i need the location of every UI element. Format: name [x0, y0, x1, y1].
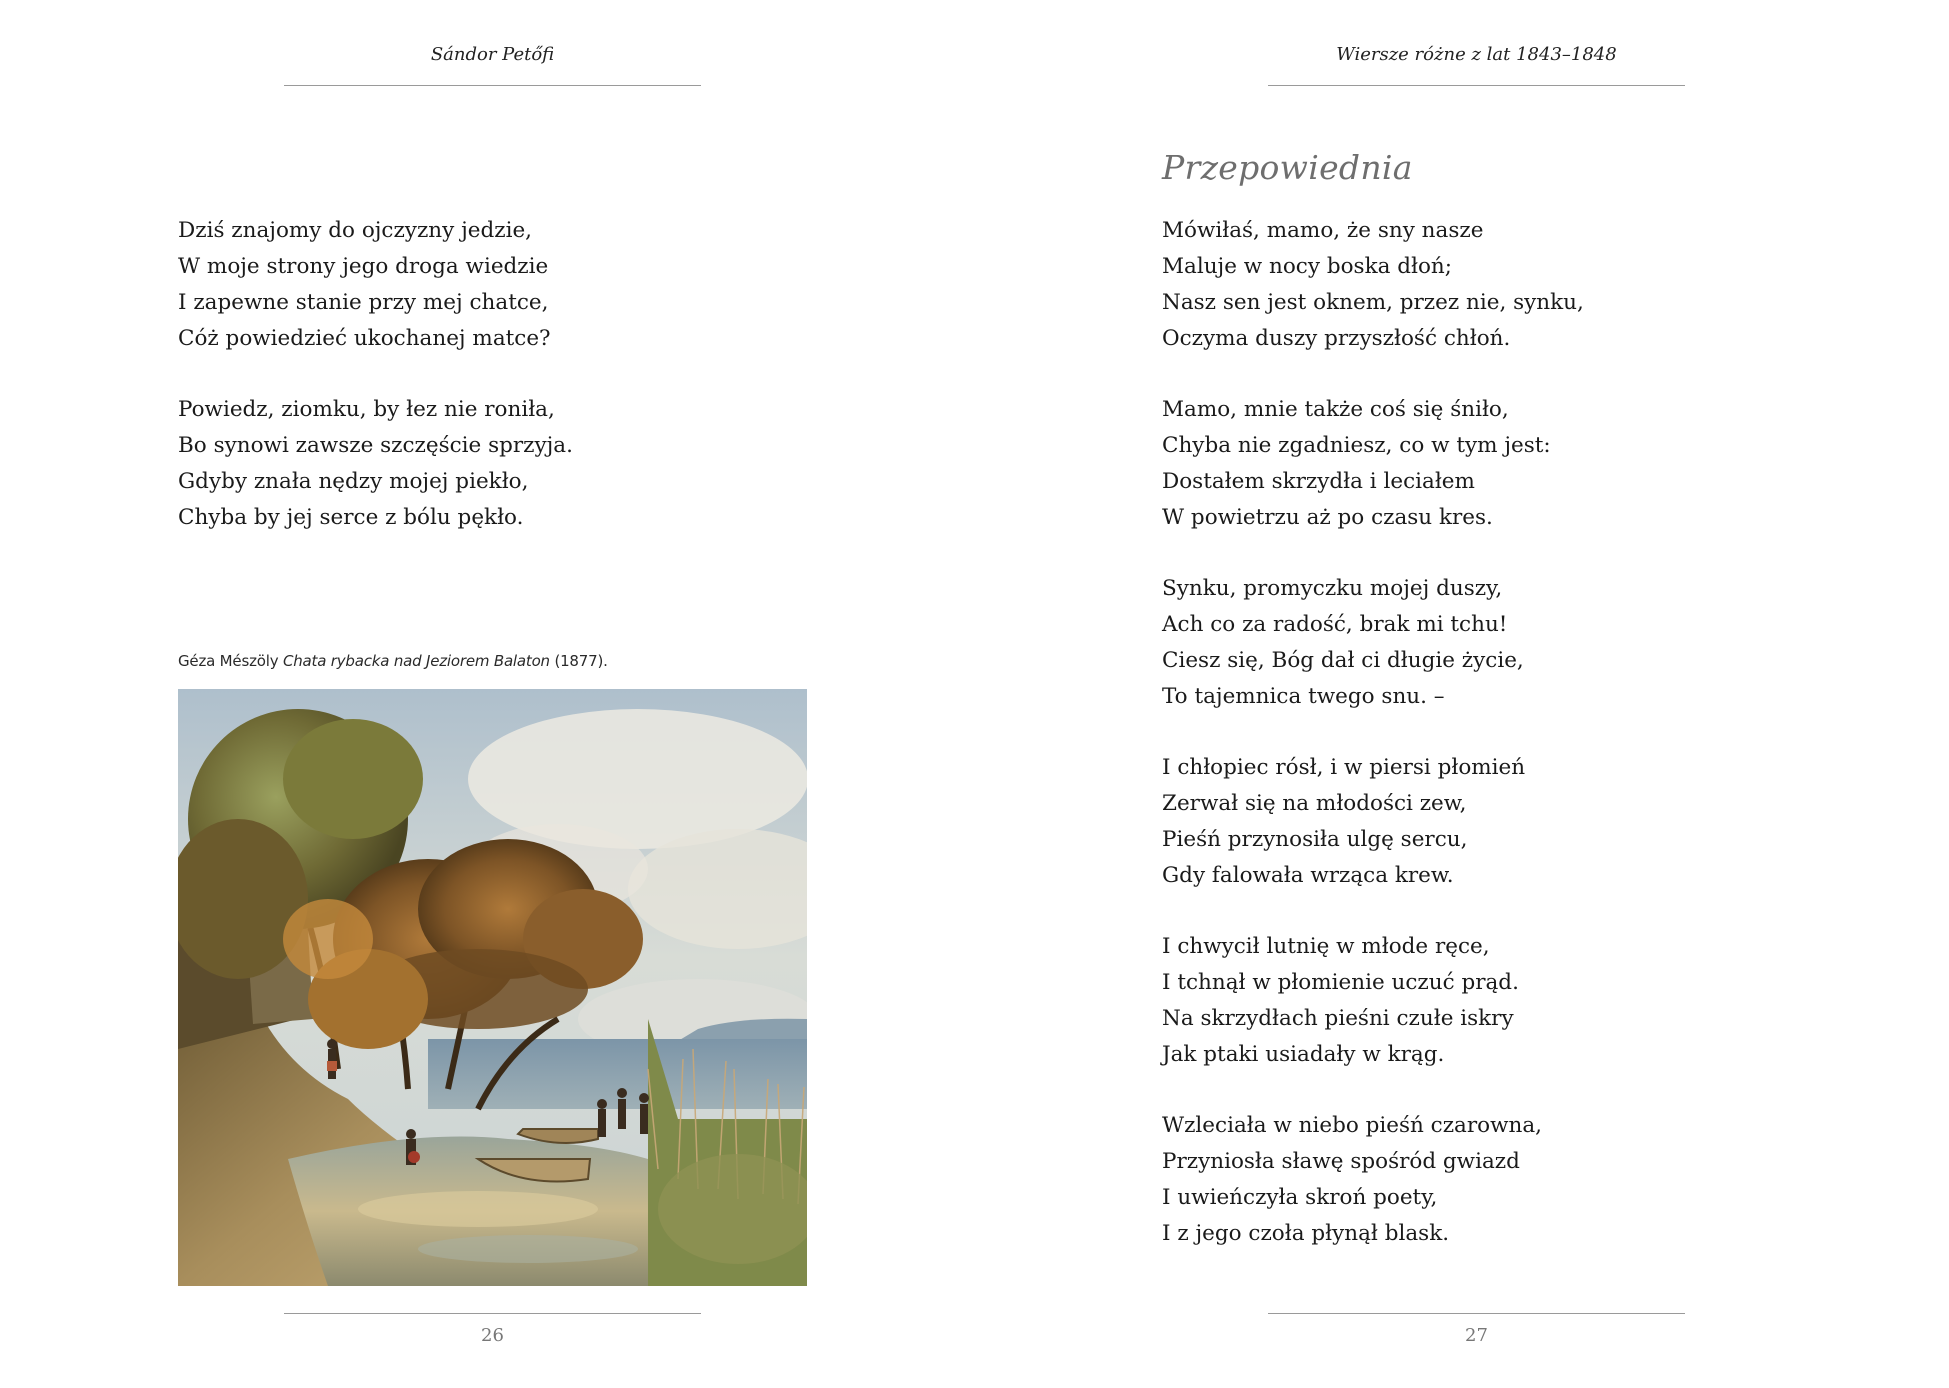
header-rule-right [1268, 85, 1685, 86]
verse-line: Cóż powiedzieć ukochanej matce? [178, 326, 551, 351]
stanza-right-3 [1162, 571, 1524, 715]
verse-line: Jak ptaki usiadały w krąg. [1162, 1042, 1445, 1067]
verse-line: I z jego czoła płynął blask. [1162, 1221, 1450, 1246]
verse-line: I zapewne stanie przy mej chatce, [178, 290, 549, 315]
verse-line: Nasz sen jest oknem, przez nie, synku, [1162, 290, 1584, 315]
verse-line: Na skrzydłach pieśni czułe iskry [1162, 1006, 1514, 1031]
verse-line: Bo synowi zawsze szczęście sprzyja. [178, 433, 573, 458]
verse-line: Przyniosła sławę spośród gwiazd [1162, 1149, 1520, 1174]
page-number-left: 26 [481, 1325, 504, 1346]
running-header-left: Sándor Petőfi [430, 44, 555, 65]
stanza-right-5 [1162, 929, 1519, 1073]
verse-line: W moje strony jego droga wiedzie [178, 254, 549, 279]
verse-line: I chwycił lutnię w młode ręce, [1162, 934, 1490, 959]
verse-line: Synku, promyczku mojej duszy, [1162, 576, 1503, 601]
stanza-right-1 [1162, 213, 1584, 357]
stanza-right-6 [1162, 1108, 1542, 1252]
painting-image [178, 689, 807, 1286]
verse-line: Dostałem skrzydła i leciałem [1162, 469, 1475, 494]
caption-author: Géza Mészöly [178, 652, 279, 670]
stanza-right-4 [1162, 750, 1525, 894]
verse-line: I uwieńczyła skroń poety, [1162, 1185, 1438, 1210]
verse-line: Gdyby znała nędzy mojej piekło, [178, 469, 529, 494]
verse-line: Maluje w nocy boska dłoń; [1162, 254, 1453, 279]
left-page [0, 0, 974, 1388]
verse-line: Oczyma duszy przyszłość chłoń. [1162, 326, 1511, 351]
stanza-left-2 [178, 392, 573, 536]
caption-year: (1877). [554, 652, 608, 670]
verse-line: I tchnął w płomienie uczuć prąd. [1162, 970, 1519, 995]
verse-line: I chłopiec rósł, i w piersi płomień [1162, 755, 1526, 780]
verse-line: Ach co za radość, brak mi tchu! [1162, 612, 1508, 637]
poem-title: Przepowiednia [1162, 148, 1413, 187]
verse-line: Gdy falowała wrząca krew. [1162, 863, 1454, 888]
verse-line: To tajemnica twego snu. – [1162, 684, 1445, 709]
verse-line: Chyba nie zgadniesz, co w tym jest: [1162, 433, 1551, 458]
running-header-right: Wiersze różne z lat 1843–1848 [1336, 44, 1617, 65]
verse-line: Dziś znajomy do ojczyzny jedzie, [178, 218, 533, 243]
right-page [975, 0, 1949, 1388]
verse-line: W powietrzu aż po czasu kres. [1162, 505, 1493, 530]
stanza-left-1 [178, 213, 551, 357]
verse-line: Mówiłaś, mamo, że sny nasze [1162, 218, 1484, 243]
painting-caption [178, 652, 608, 670]
verse-line: Powiedz, ziomku, by łez nie roniła, [178, 397, 555, 422]
stanza-right-2 [1162, 392, 1551, 536]
page-number-right: 27 [1465, 1325, 1488, 1346]
footer-rule-left [284, 1313, 701, 1314]
verse-line: Wzleciała w niebo pieśń czarowna, [1162, 1113, 1542, 1138]
verse-line: Chyba by jej serce z bólu pękło. [178, 505, 524, 530]
header-rule-left [284, 85, 701, 86]
footer-rule-right [1268, 1313, 1685, 1314]
verse-line: Zerwał się na młodości zew, [1162, 791, 1467, 816]
verse-line: Mamo, mnie także coś się śniło, [1162, 397, 1509, 422]
verse-line: Ciesz się, Bóg dał ci długie życie, [1162, 648, 1524, 673]
verse-line: Pieśń przynosiła ulgę sercu, [1162, 827, 1468, 852]
caption-title: Chata rybacka nad Jeziorem Balaton [282, 652, 550, 670]
